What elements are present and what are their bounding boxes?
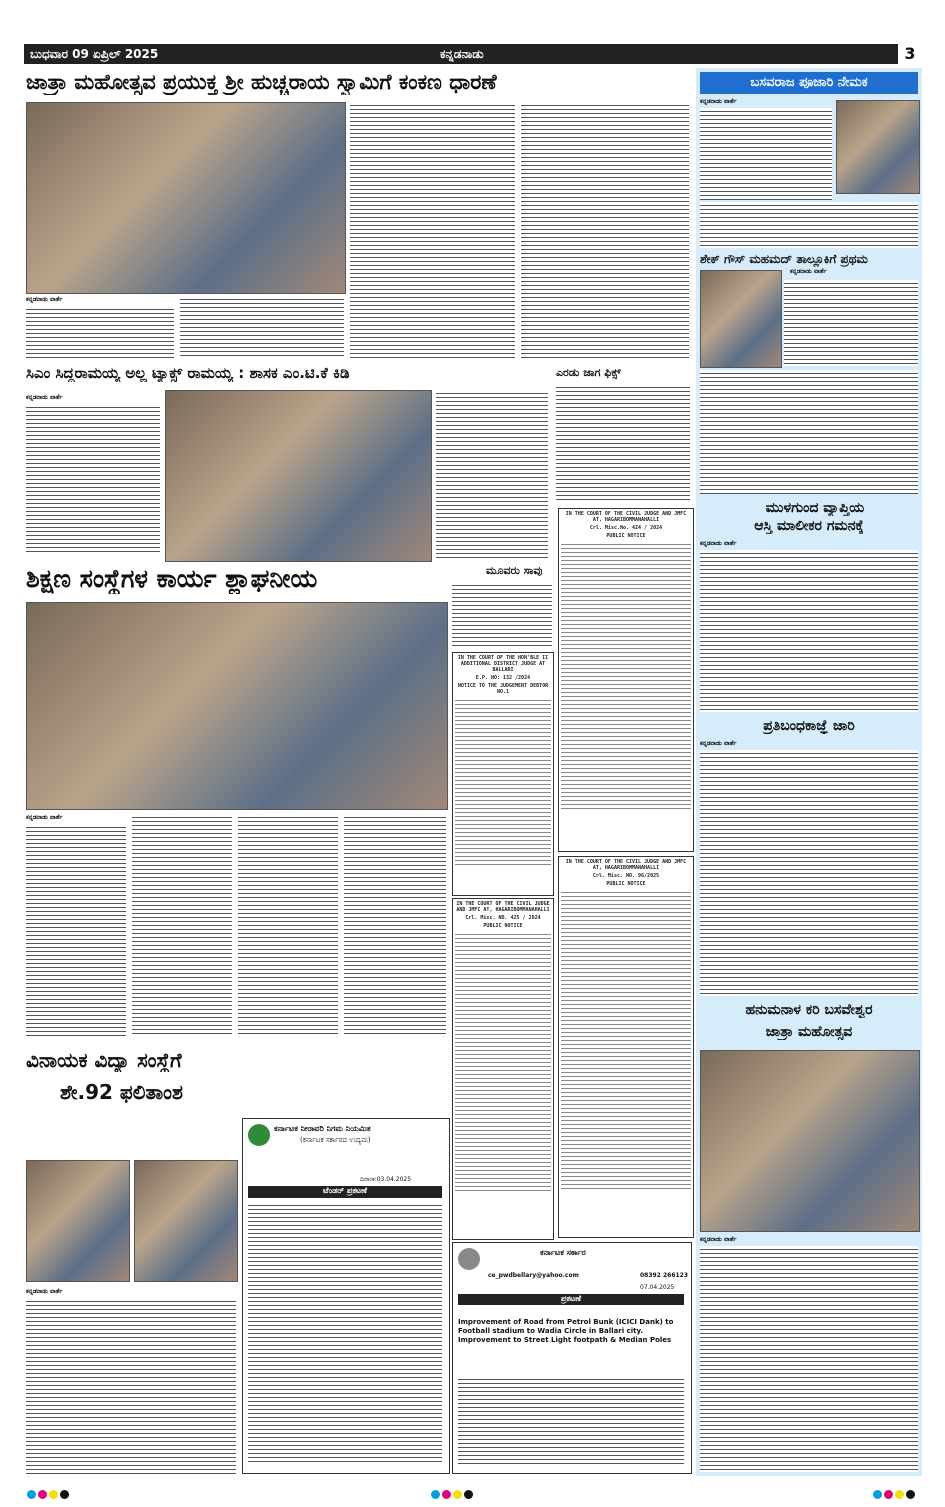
photo-siddaramaiah bbox=[165, 390, 432, 562]
photo-student-2 bbox=[134, 1160, 238, 1282]
tender-pwd-highlight: Improvement of Road from Petrol Bunk (ICICI Dank) to Football stadium to Wadia Circle in Ballari city. Improvement to Street Light footpath & Median Poles bbox=[458, 1318, 674, 1344]
court-notice-425-label: PUBLIC NOTICE bbox=[483, 923, 523, 929]
court-notice-425 bbox=[452, 898, 554, 1240]
tender-pwd-date: 07.04.2025 bbox=[640, 1284, 675, 1291]
text-shikshana-col4 bbox=[344, 814, 446, 1036]
byline-shikshana: ಕನ್ನಡನಾಡು ವಾರ್ತೆ bbox=[26, 814, 63, 821]
cmyk-dot bbox=[464, 1490, 473, 1499]
court-notice-96-misc: Crl. Misc. NO. 96/2025 bbox=[592, 873, 660, 879]
cmyk-dot bbox=[873, 1490, 882, 1499]
byline-vinayaka: ಕನ್ನಡನಾಡು ವಾರ್ತೆ bbox=[26, 1288, 63, 1295]
text-hanumanala bbox=[700, 1246, 918, 1472]
court-notice-ballari-misc: E.P. NO: 132 /2024 bbox=[475, 675, 531, 681]
headline-hanumanala-1: ಹನುಮನಾಳ ಕರಿ ಬಸವೇಶ್ವರ bbox=[745, 1002, 873, 1018]
text-siddaramaiah-col2 bbox=[436, 390, 548, 560]
text-shikshana-col1 bbox=[26, 824, 126, 1036]
photo-shaik bbox=[700, 270, 782, 368]
cmyk-dot bbox=[38, 1490, 47, 1499]
headline-mooru: ಮೂವರು ಸಾವು bbox=[486, 564, 543, 577]
cmyk-dot bbox=[49, 1490, 58, 1499]
court-notice-424-body bbox=[561, 541, 691, 811]
headline-mulagunda-1: ಮುಳಗುಂದ ವ್ಯಾಪ್ತಿಯ bbox=[765, 500, 865, 516]
text-siddaramaiah-col1 bbox=[26, 404, 160, 554]
registration-marks-left bbox=[26, 1484, 70, 1503]
headline-hucchara: ಜಾತ್ರಾ ಮಹೋತ್ಸವ ಪ್ರಯುಕ್ತ ಶ್ರೀ ಹುಚ್ಚರಾಯ ಸ್ವಾಮಿಗೆ ಕಂಕಣ ಧಾರಣೆ bbox=[26, 70, 497, 94]
cmyk-dot bbox=[453, 1490, 462, 1499]
court-notice-425-misc: Crl. Misc. NO. 425 / 2024 bbox=[465, 915, 541, 921]
byline-pratibandha: ಕನ್ನಡನಾಡು ವಾರ್ತೆ bbox=[700, 740, 737, 747]
text-hucchara-col3 bbox=[350, 102, 515, 358]
registration-marks-center bbox=[430, 1484, 474, 1503]
court-notice-424-label: PUBLIC NOTICE bbox=[606, 533, 646, 539]
text-shikshana-col2 bbox=[132, 814, 232, 1036]
byline-hucchara: ಕನ್ನಡನಾಡು ವಾರ್ತೆ bbox=[26, 296, 63, 303]
court-notice-ballari-label: NOTICE TO THE JUDGEMENT DEBTOR NO.1 bbox=[457, 683, 549, 695]
cmyk-dot bbox=[442, 1490, 451, 1499]
text-pratibandha bbox=[700, 750, 918, 996]
text-shaik-1 bbox=[784, 280, 918, 366]
text-hucchara-col4 bbox=[521, 102, 689, 358]
headline-shikshana: ಶಿಕ್ಷಣ ಸಂಸ್ಥೆಗಳ ಕಾರ್ಯ ಶ್ಲಾಘನೀಯ bbox=[26, 564, 318, 593]
cmyk-dot bbox=[906, 1490, 915, 1499]
photo-basavaraja bbox=[836, 100, 920, 194]
court-notice-424-misc: Crl. Misc.No. 424 / 2024 bbox=[589, 525, 663, 531]
tender-pwd-label: ಪ್ರಕಟಣೆ bbox=[458, 1294, 684, 1305]
registration-marks-right bbox=[872, 1484, 916, 1503]
cmyk-dot bbox=[27, 1490, 36, 1499]
tender-pwd-phone: 08392 266123 bbox=[640, 1272, 689, 1279]
photo-hanumanala bbox=[700, 1050, 920, 1232]
headline-vinayaka-1: ವಿನಾಯಕ ವಿದ್ಯಾ ಸಂಸ್ಥೆಗೆ bbox=[26, 1048, 182, 1072]
headline-vinayaka-2: ಶೇ.92 ಫಲಿತಾಂಶ bbox=[60, 1080, 183, 1104]
headline-mulagunda-2: ಆಸ್ತಿ ಮಾಲೀಕರ ಗಮನಕ್ಕೆ bbox=[754, 518, 864, 534]
tender-knnl-body bbox=[248, 1202, 442, 1462]
text-shikshana-col3 bbox=[238, 814, 338, 1036]
headline-siddaramaiah: ಸಿಎಂ ಸಿದ್ದರಾಮಯ್ಯ ಅಲ್ಲ ಟ್ಯಾಕ್ಸ್ ರಾಮಯ್ಯ : ಶಾಸಕ ಎಂ.ಟಿ.ಕೆ ಕಿಡಿ bbox=[26, 364, 350, 382]
text-hucchara-col1 bbox=[26, 306, 174, 358]
photo-student-1 bbox=[26, 1160, 130, 1282]
text-eradu bbox=[556, 384, 690, 502]
text-hucchara-col2 bbox=[180, 296, 344, 358]
text-basavaraja-1 bbox=[700, 108, 832, 200]
cmyk-dot bbox=[431, 1490, 440, 1499]
headline-basavaraja: ಬಸವರಾಜ ಪೂಜಾರಿ ನೇಮಕ bbox=[700, 72, 918, 94]
tender-knnl-org: ಕರ್ನಾಟಕ ನೀರಾವರಿ ನಿಗಮ ನಿಯಮಿತ bbox=[274, 1124, 371, 1133]
tender-pwd-email: ce_pwdbellary@yahoo.com bbox=[488, 1272, 579, 1279]
headline-hanumanala-2: ಜಾತ್ರಾ ಮಹೋತ್ಸವ bbox=[765, 1024, 853, 1040]
text-mooru bbox=[452, 582, 552, 648]
cmyk-dot bbox=[884, 1490, 893, 1499]
court-notice-425-body bbox=[455, 931, 551, 1191]
court-notice-ballari-body bbox=[455, 697, 551, 867]
text-mulagunda bbox=[700, 550, 918, 712]
tender-knnl-date: ದಿನಾಂಕ:03.04.2025 bbox=[360, 1176, 412, 1183]
tender-pwd-body bbox=[458, 1376, 684, 1466]
tender-pwd-org: ಕರ್ನಾಟಕ ಸರ್ಕಾರ bbox=[540, 1248, 586, 1257]
byline-siddaramaiah: ಕನ್ನಡನಾಡು ವಾರ್ತೆ bbox=[26, 394, 63, 401]
text-vinayaka bbox=[26, 1298, 236, 1474]
header-date: ಬುಧವಾರ 09 ಏಪ್ರಿಲ್ 2025 bbox=[30, 47, 159, 61]
court-notice-96-body bbox=[561, 889, 691, 1189]
pwd-logo bbox=[458, 1248, 480, 1270]
text-basavaraja-2 bbox=[700, 202, 918, 248]
byline-shaik: ಕನ್ನಡನಾಡು ವಾರ್ತೆ bbox=[790, 268, 827, 275]
headline-pratibandha: ಪ್ರತಿಬಂಧಕಾಜ್ಞೆ ಜಾರಿ bbox=[763, 718, 855, 734]
tender-knnl-sub: (ಕರ್ನಾಟಕ ಸರ್ಕಾರದ ಉದ್ಯಮ) bbox=[300, 1136, 371, 1144]
byline-mulagunda: ಕನ್ನಡನಾಡು ವಾರ್ತೆ bbox=[700, 540, 737, 547]
photo-shikshana bbox=[26, 602, 448, 810]
headline-eradu: ಎರಡು ಜಾಗ ಫಿಕ್ಸ್ bbox=[556, 366, 621, 379]
court-notice-424-head: IN THE COURT OF THE CIVIL JUDGE AND JMFC AT, HAGARIBOMMANAHALLI bbox=[565, 511, 687, 523]
cmyk-dot bbox=[60, 1490, 69, 1499]
court-notice-425-head: IN THE COURT OF THE CIVIL JUDGE AND JMFC AT, HAGARIBOMMANAHALLI bbox=[456, 901, 550, 913]
court-notice-96-label: PUBLIC NOTICE bbox=[606, 881, 646, 887]
text-shaik-2 bbox=[700, 370, 918, 494]
tender-knnl-label: ಟೆಂಡರ್ ಪ್ರಕಟಣೆ bbox=[248, 1186, 442, 1198]
knnl-logo bbox=[248, 1124, 270, 1146]
court-notice-96-head: IN THE COURT OF THE CIVIL JUDGE AND JMFC AT, HAGARIBOMMANAHALLI bbox=[565, 859, 687, 871]
photo-hucchara bbox=[26, 102, 346, 294]
court-notice-424 bbox=[558, 508, 694, 852]
byline-basavaraja: ಕನ್ನಡನಾಡು ವಾರ್ತೆ bbox=[700, 98, 737, 105]
page-number: 3 bbox=[898, 44, 922, 64]
cmyk-dot bbox=[895, 1490, 904, 1499]
masthead: ಕನ್ನಡನಾಡು bbox=[440, 47, 484, 61]
court-notice-ballari bbox=[452, 652, 554, 896]
court-notice-ballari-head: IN THE COURT OF THE HON'BLE II ADDITIONAL DISTRICT JUDGE AT BALLARI bbox=[457, 655, 549, 673]
headline-shaik: ಶೇಕ್ ಗೌಸ್ ಮಹಮದ್ ತಾಲ್ಲೂಕಿಗೆ ಪ್ರಥಮ bbox=[700, 252, 868, 266]
court-notice-96 bbox=[558, 856, 694, 1238]
byline-hanumanala: ಕನ್ನಡನಾಡು ವಾರ್ತೆ bbox=[700, 1236, 737, 1243]
